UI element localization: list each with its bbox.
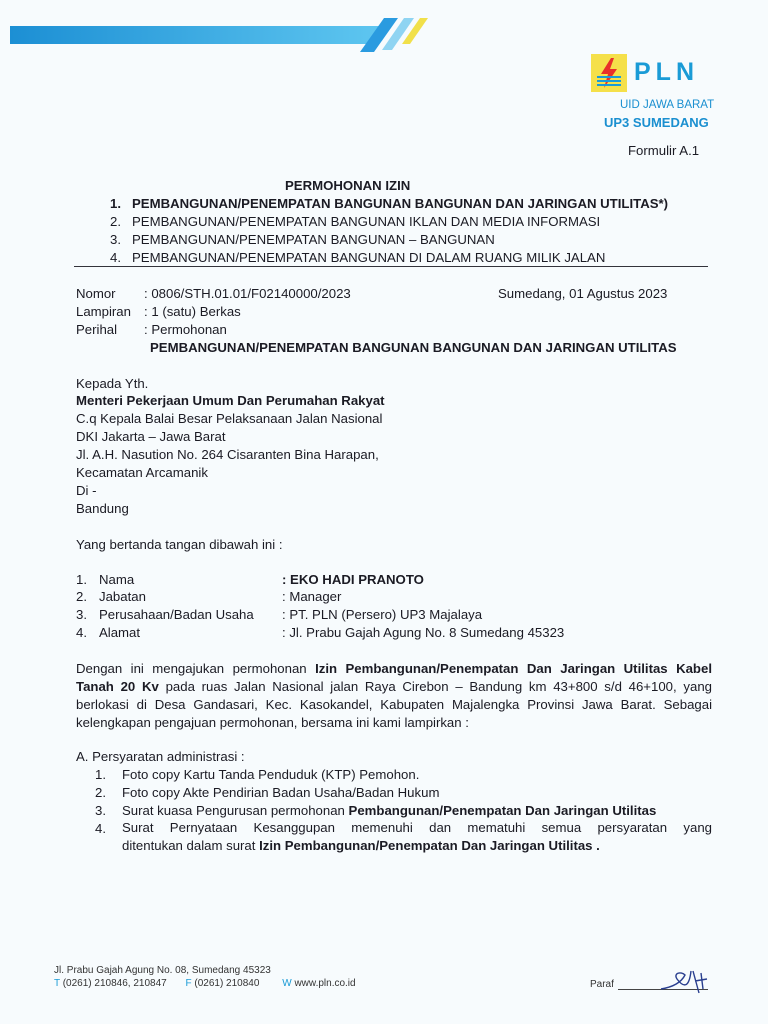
nomor-value: : 0806/STH.01.01/F02140000/2023	[144, 286, 351, 301]
phone-prefix: T	[54, 978, 60, 989]
nomor-label: Nomor	[76, 286, 116, 301]
footer-phone: (0261) 210846, 210847	[62, 978, 167, 989]
requirement-item: Surat Pernyataan Kesanggupan memenuhi dan mematuhi semua persyaratan yang	[122, 820, 712, 835]
signatory-label: Alamat	[99, 625, 141, 640]
signatory-label: Jabatan	[99, 589, 146, 604]
perihal-value: : Permohonan	[144, 322, 227, 337]
signatory-num: 2.	[76, 589, 87, 604]
recipient-line: Di -	[76, 483, 97, 498]
footer-address: Jl. Prabu Gajah Agung No. 08, Sumedang 45323	[54, 965, 271, 976]
web-prefix: W	[282, 978, 292, 989]
brand-subunit: UP3 SUMEDANG	[604, 115, 709, 130]
signatory-num: 1.	[76, 572, 87, 587]
title-item: PEMBANGUNAN/PENEMPATAN BANGUNAN – BANGUNAN	[132, 232, 495, 247]
pln-logo	[591, 54, 627, 92]
title-item: PEMBANGUNAN/PENEMPATAN BANGUNAN BANGUNAN DAN JARINGAN UTILITAS*)	[132, 196, 669, 211]
body-line: berlokasi di Desa Gandasari, Kec. Kasokandel, Kabupaten Majalengka Provinsi Jawa Barat. Sebagai	[76, 697, 712, 712]
title-item: PEMBANGUNAN/PENEMPATAN BANGUNAN DI DALAM RUANG MILIK JALAN	[132, 250, 606, 265]
body-line: kelengkapan pengajuan permohonan, bersama ini kami lampirkan :	[76, 715, 469, 730]
signatory-label: Perusahaan/Badan Usaha	[99, 607, 254, 622]
doc-heading: PERMOHONAN IZIN	[285, 178, 411, 193]
body-line: Dengan ini mengajukan permohonan Izin Pembangunan/Penempatan Dan Jaringan Utilitas Kabel	[76, 661, 712, 676]
title-item-num: 3.	[110, 232, 121, 247]
signatory-value: : Manager	[282, 589, 342, 604]
title-item-num: 2.	[110, 214, 121, 229]
lampiran-label: Lampiran	[76, 304, 131, 319]
signatory-num: 4.	[76, 625, 87, 640]
signatory-value: : PT. PLN (Persero) UP3 Majalaya	[282, 607, 483, 622]
requirement-item: Foto copy Akte Pendirian Badan Usaha/Badan Hukum	[122, 785, 440, 800]
paraf-signature	[655, 963, 715, 997]
signatory-label: Nama	[99, 572, 135, 587]
requirement-num: 1.	[95, 767, 106, 782]
footer-contacts	[54, 978, 356, 989]
perihal-subject: PEMBANGUNAN/PENEMPATAN BANGUNAN BANGUNAN DAN JARINGAN UTILITAS	[150, 340, 677, 355]
paraf-label: Paraf	[590, 979, 614, 990]
intro-text: Yang bertanda tangan dibawah ini :	[76, 537, 283, 552]
signatory-value: : Jl. Prabu Gajah Agung No. 8 Sumedang 45323	[282, 625, 565, 640]
signatory-name: : EKO HADI PRANOTO	[282, 572, 424, 587]
lampiran-value: : 1 (satu) Berkas	[144, 304, 241, 319]
requirement-item-cont: ditentukan dalam surat Izin Pembangunan/Penempatan Dan Jaringan Utilitas .	[122, 838, 600, 853]
brand-name: PLN	[634, 58, 699, 86]
title-item-num: 1.	[110, 196, 121, 211]
recipient-line: Jl. A.H. Nasution No. 264 Cisaranten Bina Harapan,	[76, 447, 379, 462]
body-line: Tanah 20 Kv pada ruas Jalan Nasional jalan Raya Cirebon – Bandung km 43+800 s/d 46+100, yang	[76, 679, 712, 694]
recipient-line: DKI Jakarta – Jawa Barat	[76, 429, 226, 444]
title-divider	[74, 266, 708, 267]
title-item-num: 4.	[110, 250, 121, 265]
requirements-heading: A. Persyaratan administrasi :	[76, 749, 245, 764]
recipient-line: Kecamatan Arcamanik	[76, 465, 208, 480]
letter-date: Sumedang, 01 Agustus 2023	[498, 286, 668, 301]
form-code: Formulir A.1	[628, 143, 700, 158]
recipient-name: Menteri Pekerjaan Umum Dan Perumahan Rakyat	[76, 393, 385, 408]
footer-fax: (0261) 210840	[194, 978, 260, 989]
brand-unit: UID JAWA BARAT	[620, 99, 715, 111]
recipient-line: Bandung	[76, 501, 129, 516]
recipient-line: C.q Kepala Balai Besar Pelaksanaan Jalan Nasional	[76, 411, 383, 426]
perihal-label: Perihal	[76, 322, 118, 337]
requirement-num: 2.	[95, 785, 106, 800]
title-item: PEMBANGUNAN/PENEMPATAN BANGUNAN IKLAN DAN MEDIA INFORMASI	[132, 214, 601, 229]
signatory-num: 3.	[76, 607, 87, 622]
salutation: Kepada Yth.	[76, 376, 149, 391]
requirement-num: 3.	[95, 803, 106, 818]
footer-web: www.pln.co.id	[294, 978, 356, 989]
requirement-item: Surat kuasa Pengurusan permohonan Pembangunan/Penempatan Dan Jaringan Utilitas	[122, 803, 657, 818]
lightning-icon	[591, 54, 627, 92]
requirement-num: 4.	[95, 821, 106, 836]
fax-prefix: F	[185, 978, 192, 989]
header-stripe	[0, 0, 768, 60]
requirement-item: Foto copy Kartu Tanda Penduduk (KTP) Pemohon.	[122, 767, 420, 782]
